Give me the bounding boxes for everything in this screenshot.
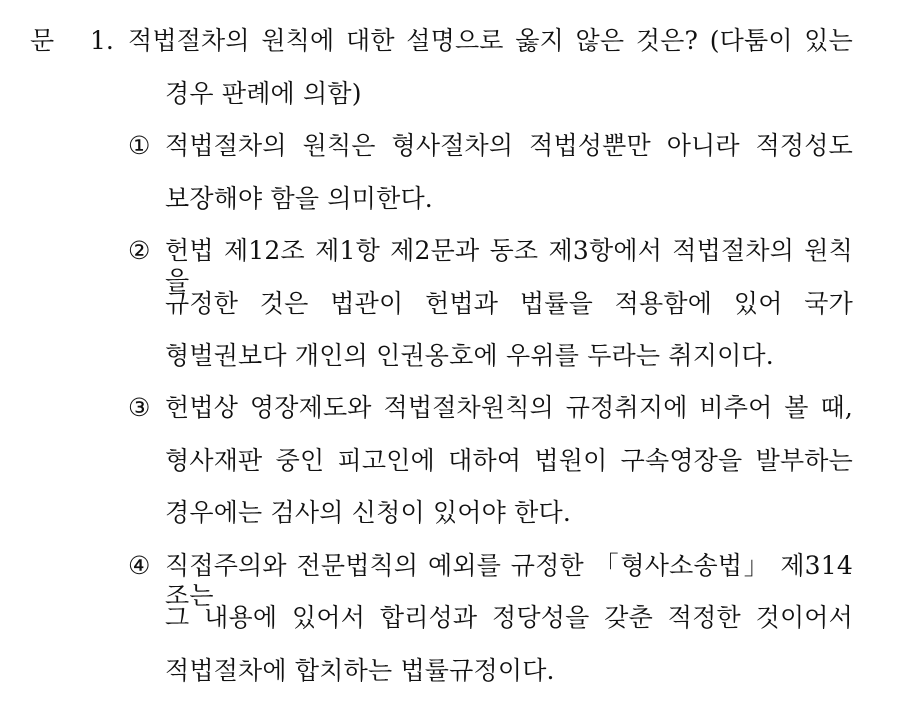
option-4-line-2: 그 내용에 있어서 합리성과 정당성을 갖춘 적정한 것이어서 bbox=[165, 603, 853, 632]
option-4-marker: ④ bbox=[128, 551, 151, 580]
option-1-line-2: 보장해야 함을 의미한다. bbox=[165, 184, 433, 213]
option-2-marker: ② bbox=[128, 236, 151, 265]
option-2-line-3: 형벌권보다 개인의 인권옹호에 우위를 두라는 취지이다. bbox=[165, 341, 774, 370]
question-label: 문 bbox=[30, 26, 55, 55]
option-3-line-2: 형사재판 중인 피고인에 대하여 법원이 구속영장을 발부하는 bbox=[165, 446, 853, 475]
question-stem-line-2: 경우 판례에 의함) bbox=[165, 79, 362, 108]
option-4-line-1: 직접주의와 전문법칙의 예외를 규정한 「형사소송법」 제314조는 bbox=[165, 551, 853, 610]
option-2-line-2: 규정한 것은 법관이 헌법과 법률을 적용함에 있어 국가 bbox=[165, 289, 853, 318]
option-3-line-3: 경우에는 검사의 신청이 있어야 한다. bbox=[165, 498, 571, 527]
option-2-line-1: 헌법 제12조 제1항 제2문과 동조 제3항에서 적법절차의 원칙을 bbox=[165, 236, 853, 295]
option-1-line-1: 적법절차의 원칙은 형사절차의 적법성뿐만 아니라 적정성도 bbox=[165, 131, 853, 160]
option-4-line-3: 적법절차에 합치하는 법률규정이다. bbox=[165, 656, 555, 685]
option-3-marker: ③ bbox=[128, 393, 151, 422]
question-number: 1. bbox=[90, 26, 114, 55]
question-stem-line-1: 적법절차의 원칙에 대한 설명으로 옳지 않은 것은? (다툼이 있는 bbox=[128, 26, 853, 55]
option-1-marker: ① bbox=[128, 131, 151, 160]
option-3-line-1: 헌법상 영장제도와 적법절차원칙의 규정취지에 비추어 볼 때, bbox=[165, 393, 853, 422]
